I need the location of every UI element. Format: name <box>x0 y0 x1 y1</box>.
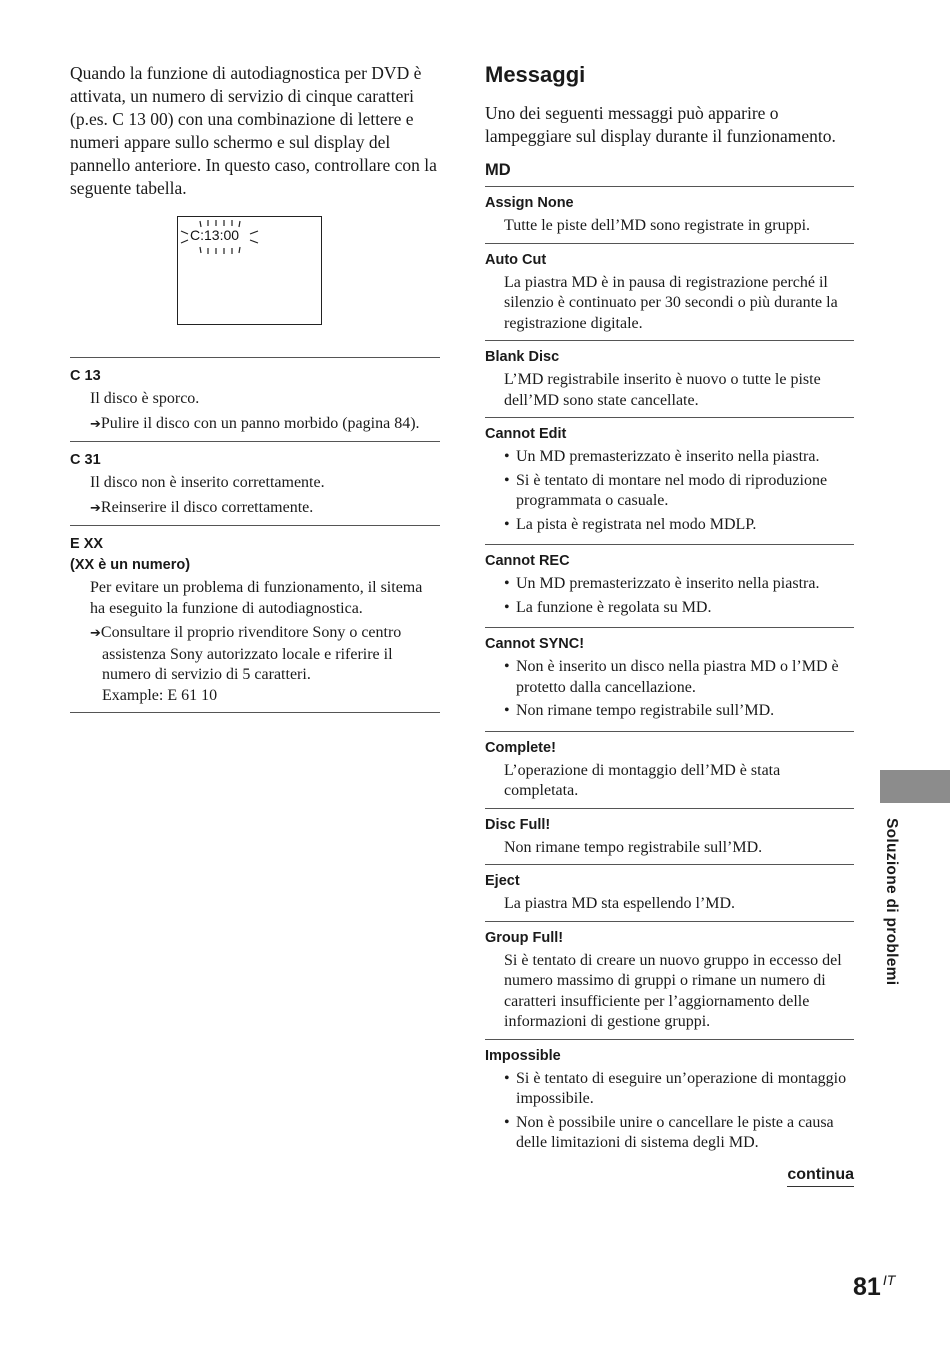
bullet-item: • La funzione è regolata su MD. <box>504 598 854 619</box>
message-body: La piastra MD sta espellendo l’MD. <box>504 895 736 912</box>
arrow-right-icon: ➔ <box>90 500 101 516</box>
message-entry <box>485 1040 854 1163</box>
continued-label: continua <box>787 1166 854 1187</box>
code-remedy-text: Pulire il disco con un panno morbido (pagina 84). <box>100 414 420 432</box>
message-body: Tutte le piste dell’MD sono registrate in gruppi. <box>504 217 811 234</box>
message-entry <box>485 418 854 545</box>
code-remedy <box>90 498 440 520</box>
bullet-item: • Non è possibile unire o cancellare le piste a causa delle limitazioni di sistema degli MD. <box>504 1113 854 1154</box>
message-body: Non rimane tempo registrabile sull’MD. <box>504 838 763 856</box>
message-entry <box>485 628 854 732</box>
message-entry <box>485 809 854 866</box>
code-entry-exx <box>70 525 440 713</box>
message-entry <box>485 865 854 922</box>
code-description: Per evitare un problema di funzionamento, il sitema ha eseguito la funzione di autodiagnostica. <box>90 579 423 617</box>
code-description: Il disco non è inserito correttamente. <box>90 474 325 491</box>
message-title: Blank Disc <box>485 349 560 365</box>
page-number <box>853 1272 895 1302</box>
code-title: E XX <box>70 536 104 552</box>
md-heading: MD <box>485 161 854 187</box>
service-code-table <box>70 357 440 713</box>
message-title: Assign None <box>485 195 574 211</box>
code-title: C 31 <box>70 452 101 468</box>
section-title: Messaggi <box>485 62 586 87</box>
arrow-right-icon: ➔ <box>90 626 101 641</box>
bullet-item: • Non è inserito un disco nella piastra MD o l’MD è protetto dalla cancellazione. <box>504 657 854 698</box>
message-entry <box>485 922 854 1040</box>
message-bullets <box>504 657 854 722</box>
code-entry-c13 <box>70 357 440 441</box>
code-remedy-text: Reinserire il disco correttamente. <box>100 498 314 516</box>
message-title: Cannot Edit <box>485 426 567 442</box>
message-bullets <box>504 1069 854 1154</box>
message-body: L’operazione di montaggio dell’MD è stata completata. <box>504 761 781 799</box>
message-body: La piastra MD è in pausa di registrazione perché il silenzio è continuato per 30 secondi o più durante la registrazione digitale. <box>504 273 838 332</box>
bullet-item: • La pista è registrata nel modo MDLP. <box>504 515 854 536</box>
code-subtitle: (XX è un numero) <box>70 557 191 573</box>
section-intro: Uno dei seguenti messaggi può apparire o lampeggiare sul display durante il funzionamento. <box>485 103 836 146</box>
message-body: Si è tentato di creare un nuovo gruppo in eccesso del numero massimo di gruppi o rimane un numero di caratteri insufficiente per l’aggiornamento delle informazioni di gestione gruppi. <box>504 951 842 1030</box>
display-illustration <box>177 216 322 325</box>
bullet-item: • Non rimane tempo registrabile sull’MD. <box>504 701 854 722</box>
code-remedy <box>90 414 440 436</box>
section-tab <box>880 770 950 803</box>
display-code-text: C:13:00 <box>190 227 240 243</box>
arrow-right-icon: ➔ <box>90 416 101 432</box>
message-title: Auto Cut <box>485 251 547 268</box>
section-tab-label: Soluzione di problemi <box>883 818 900 986</box>
code-entry-c31 <box>70 441 440 525</box>
message-body: L’MD registrabile inserito è nuovo o tutte le piste dell’MD sono state cancellate. <box>504 371 821 409</box>
page-language-suffix: IT <box>882 1272 896 1288</box>
message-entry <box>485 545 854 628</box>
code-remedy-text: Consultare il proprio rivenditore Sony o centro assistenza Sony autorizzato locale e riferire il numero di servizio di 5 caratteri. <box>100 624 402 683</box>
code-remedy <box>90 623 440 706</box>
message-entry <box>485 341 854 418</box>
intro-paragraph: Quando la funzione di autodiagnostica per DVD è attivata, un numero di servizio di cinque caratteri (p.es. C 13 00) con una combinazione di lettere e numeri appare sullo schermo e sul display del pannello anteriore. In questo caso, controllare con la seguente tabella. <box>70 63 437 198</box>
code-description: Il disco è sporco. <box>90 390 200 407</box>
code-title: C 13 <box>70 368 101 384</box>
message-title: Cannot REC <box>485 553 570 569</box>
message-title: Eject <box>485 873 520 889</box>
message-title: Disc Full! <box>485 816 551 833</box>
bullet-item: • Un MD premasterizzato è inserito nella piastra. <box>504 447 854 468</box>
left-column <box>70 62 440 200</box>
message-title: Impossible <box>485 1047 561 1064</box>
message-title: Cannot SYNC! <box>485 636 585 652</box>
code-example: Example: E 61 10 <box>102 686 218 704</box>
message-title: Group Full! <box>485 929 564 946</box>
message-entry <box>485 732 854 809</box>
message-entry <box>485 187 854 244</box>
bullet-item: • Si è tentato di eseguire un’operazione di montaggio impossibile. <box>504 1069 854 1110</box>
message-bullets <box>504 447 854 535</box>
bullet-item: • Un MD premasterizzato è inserito nella piastra. <box>504 574 854 595</box>
bullet-item: • Si è tentato di montare nel modo di riproduzione programmata o casuale. <box>504 471 854 512</box>
page-number-value: 81 <box>853 1273 881 1301</box>
message-bullets <box>504 574 854 618</box>
message-title: Complete! <box>485 739 556 756</box>
right-column <box>485 60 854 1163</box>
message-entry <box>485 244 854 342</box>
